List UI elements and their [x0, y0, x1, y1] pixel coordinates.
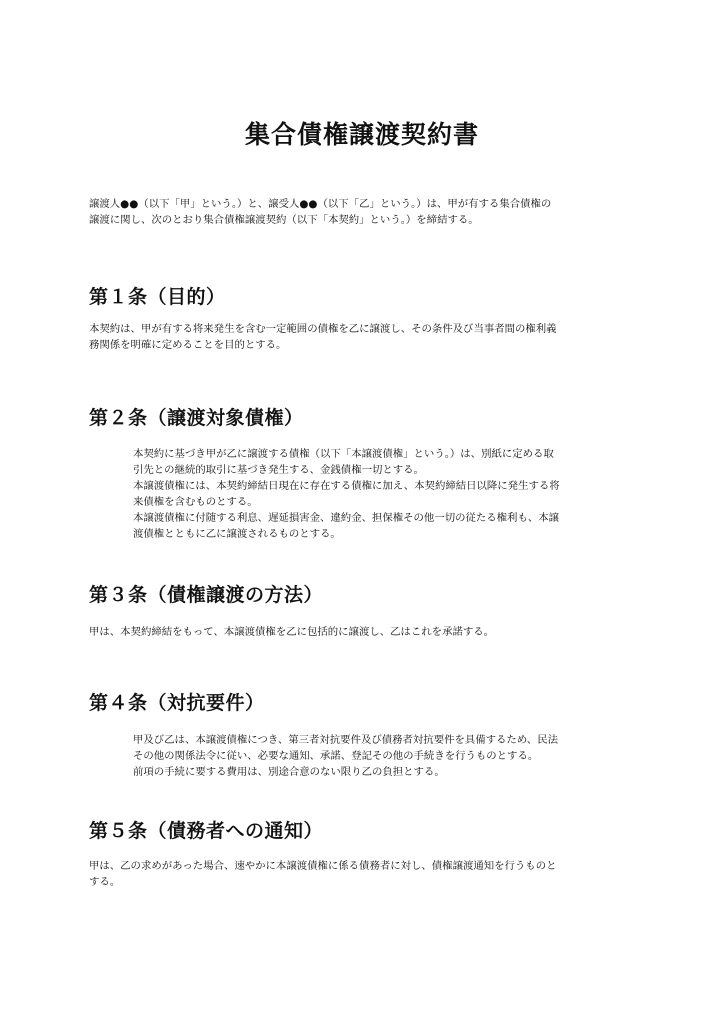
preamble-paragraph — [89, 196, 649, 228]
article-5-body — [89, 858, 649, 890]
article-5-line: 甲は、乙の求めがあった場合、速やかに本譲渡債権に係る債務者に対し、債権譲渡通知を行うものと — [89, 860, 557, 872]
article-2-body — [133, 446, 643, 542]
article-2-line: 来債権を含むものとする。 — [133, 496, 258, 508]
preamble-line: 譲渡に関し、次のとおり集合債権譲渡契約（以下「本契約」という。）を締結する。 — [89, 214, 479, 226]
article-2-line: 本契約に基づき甲が乙に譲渡する債権（以下「本譲渡債権」という。）は、別紙に定める取 — [133, 448, 554, 460]
preamble-line: 譲渡人●●（以下「甲」という。）と、譲受人●●（以下「乙」という。）は、甲が有する集合債権の — [89, 198, 552, 210]
article-2-heading: 第２条（譲渡対象債権） — [89, 407, 304, 429]
article-1-line: 本契約は、甲が有する将来発生を含む一定範囲の債権を乙に譲渡し、その条件及び当事者間の権利義 — [89, 323, 557, 335]
article-4-heading: 第４条（対抗要件） — [89, 692, 265, 714]
article-4-line: その他の関係法令に従い、必要な通知、承諾、登記その他の手続きを行うものとする。 — [133, 750, 539, 762]
article-4-body — [133, 732, 643, 780]
article-1-line: 務関係を明確に定めることを目的とする。 — [89, 339, 287, 351]
article-3-body — [89, 624, 649, 640]
article-2-line: 本譲渡債権に付随する利息、遅延損害金、違約金、担保権その他一切の従たる権利も、本譲 — [133, 512, 560, 524]
article-5-heading: 第５条（債務者への通知） — [89, 820, 324, 842]
article-5-line: する。 — [89, 876, 121, 888]
document-title: 集合債権譲渡契約書 — [244, 120, 479, 149]
article-2-line: 引先との継続的取引に基づき発生する、金銭債権一切とする。 — [133, 464, 424, 476]
article-2-line: 本譲渡債権には、本契約締結日現在に存在する債権に加え、本契約締結日以降に発生する将 — [133, 480, 560, 492]
article-4-line: 前項の手続に要する費用は、別途合意のない限り乙の負担とする。 — [133, 766, 445, 778]
article-3-heading: 第３条（債権譲渡の方法） — [89, 584, 324, 606]
article-4-line: 甲及び乙は、本譲渡債権につき、第三者対抗要件及び債務者対抗要件を具備するため、民法 — [133, 734, 558, 746]
article-3-line: 甲は、本契約締結をもって、本譲渡債権を乙に包括的に譲渡し、乙はこれを承諾する。 — [89, 626, 495, 638]
article-2-line: 渡債権とともに乙に譲渡されるものとする。 — [133, 528, 341, 540]
article-1-heading: 第１条（目的） — [89, 286, 226, 308]
article-1-body — [89, 321, 649, 353]
